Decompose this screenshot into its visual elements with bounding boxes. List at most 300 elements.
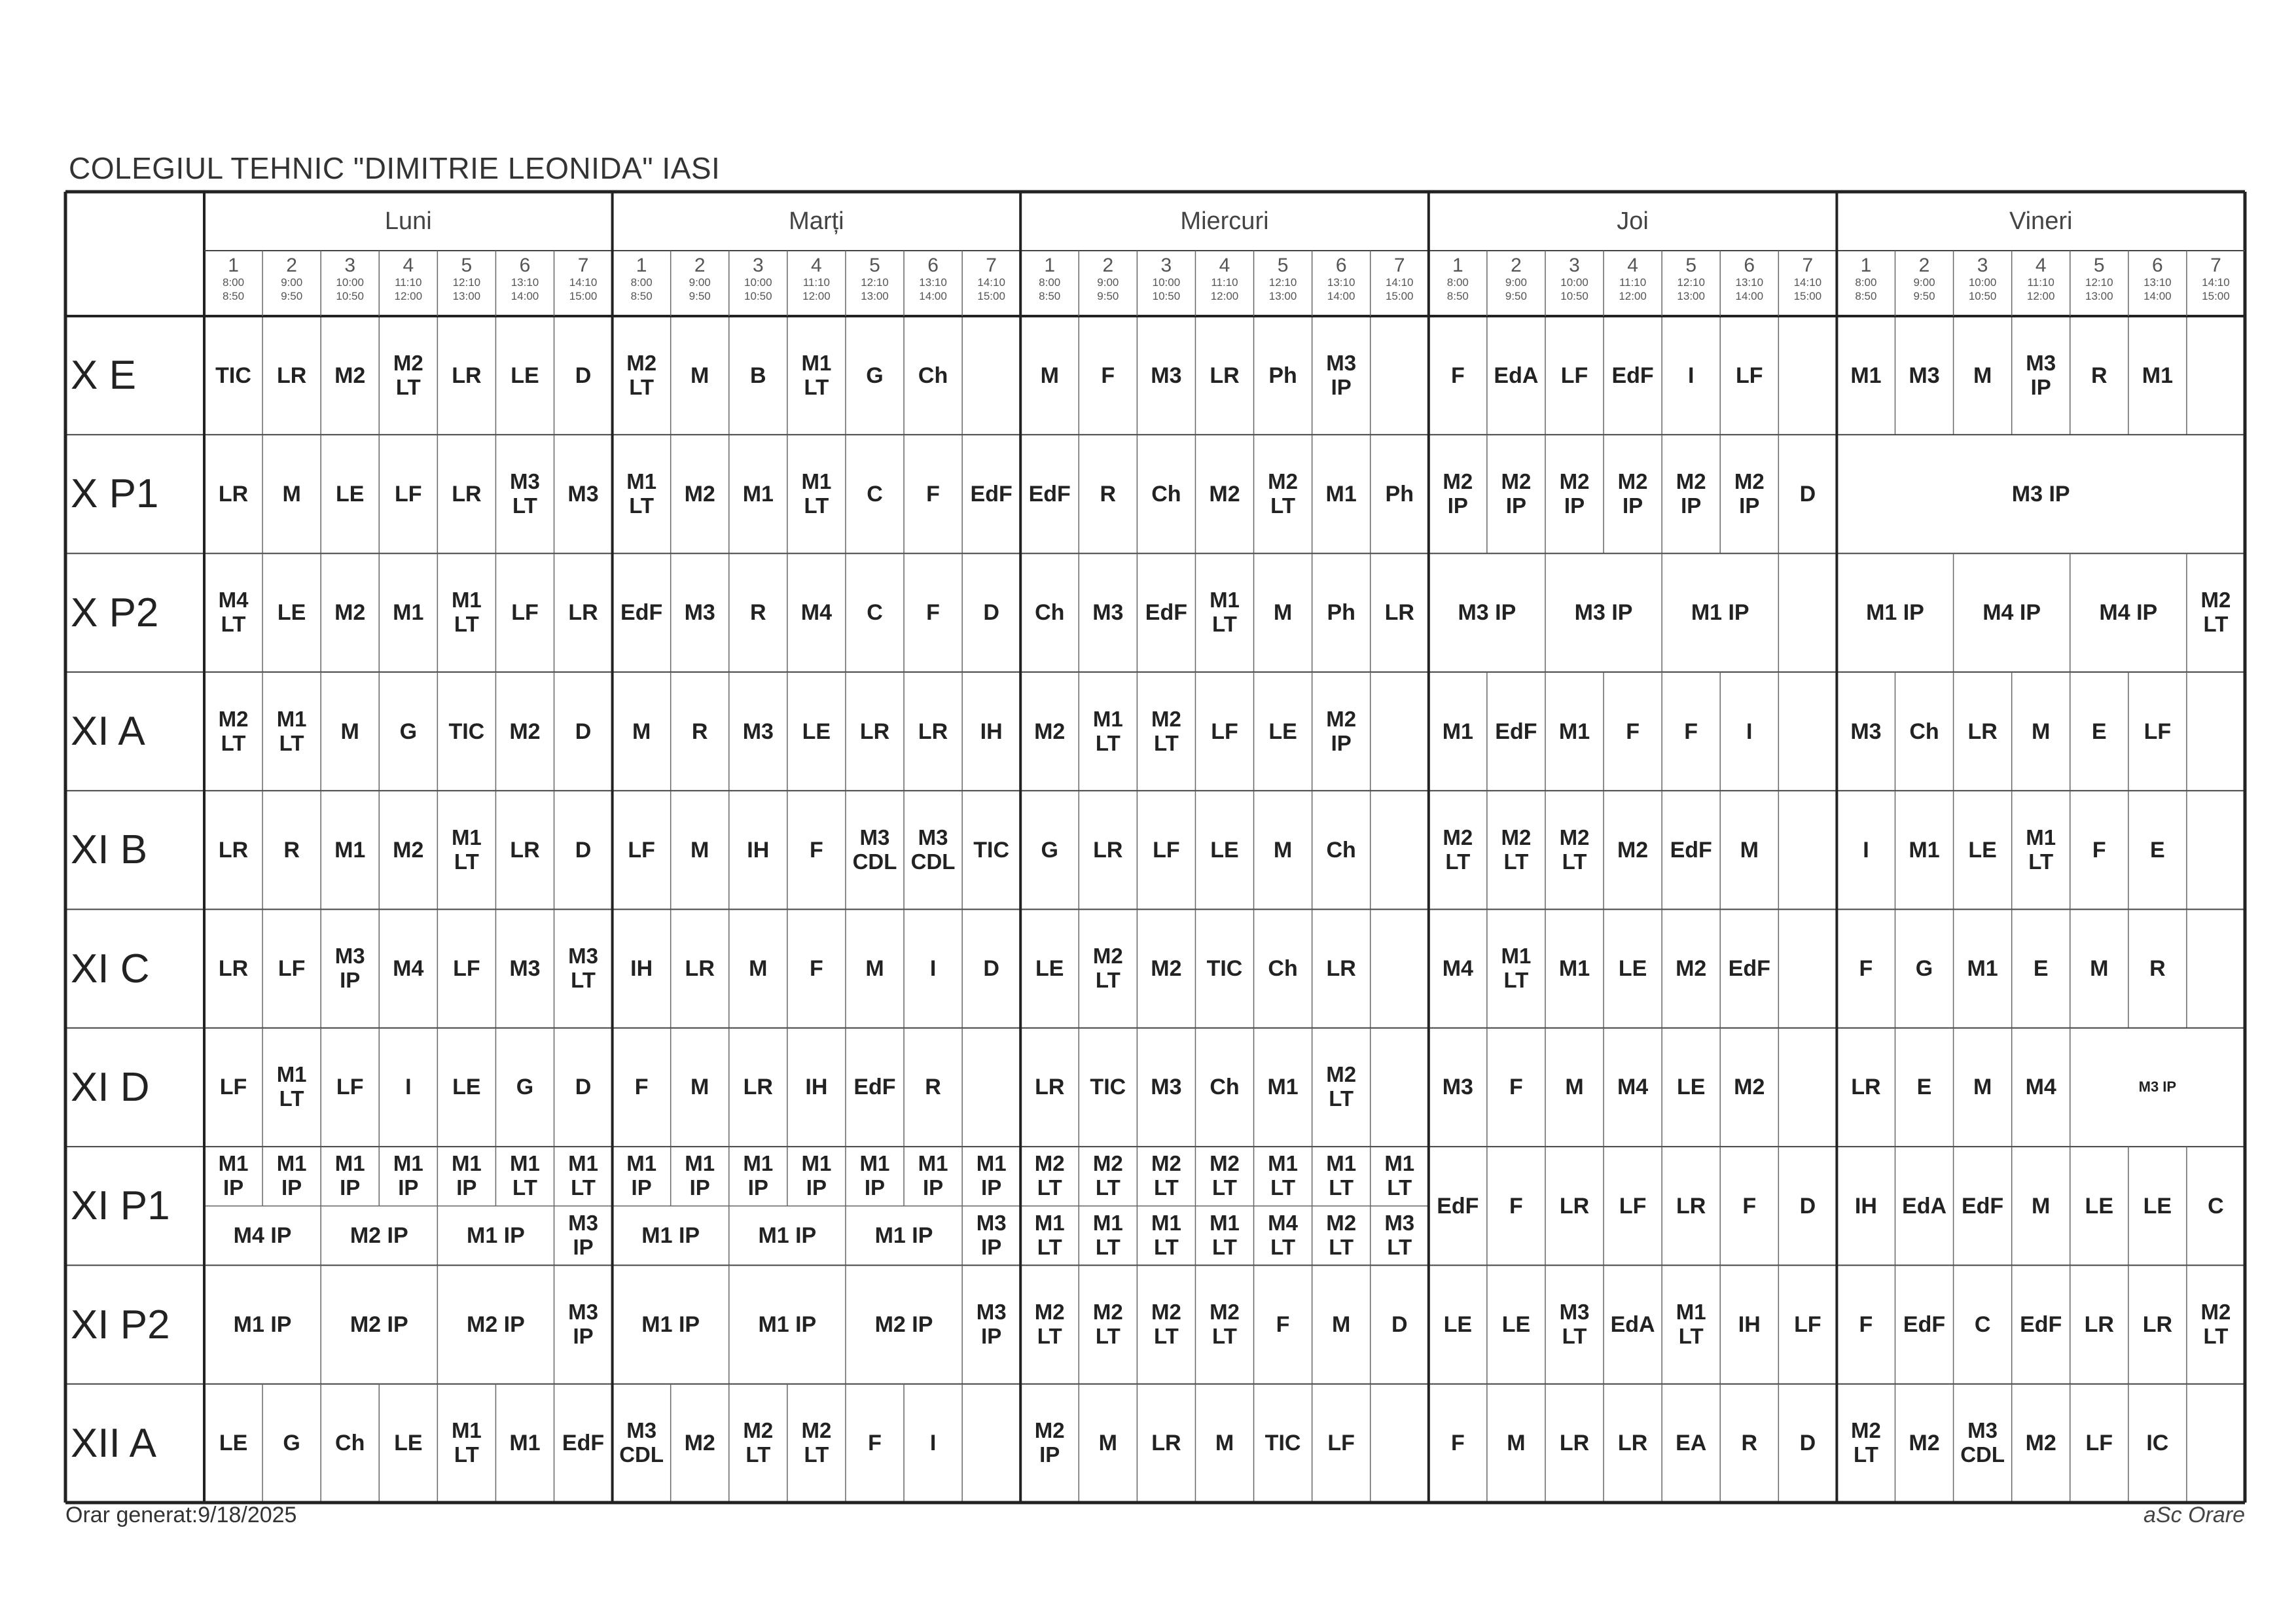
lesson-cell: M — [865, 956, 884, 982]
lesson-cell: F — [1859, 956, 1873, 982]
period-start: 11:10 — [2027, 276, 2054, 289]
lesson-cell: C — [867, 481, 883, 507]
lesson-cell: M — [1098, 1431, 1117, 1456]
lesson-cell: LF — [1735, 363, 1763, 388]
lesson-cell: M — [1740, 837, 1759, 863]
lesson-cell: M — [1973, 1075, 1992, 1100]
period-end: 15:00 — [569, 290, 598, 303]
period-start: 14:10 — [1385, 276, 1414, 289]
lesson-cell: LE — [452, 1075, 481, 1100]
lesson-cell: LR — [1967, 719, 1998, 744]
lesson-cell: M1 — [2142, 363, 2173, 388]
lesson-cell: TIC — [448, 719, 485, 744]
lesson-cell: M2 — [684, 481, 715, 507]
lesson-cell: M2 — [1734, 1075, 1765, 1100]
lesson-cell: M1 IP — [641, 1312, 700, 1337]
lesson-cell: M2 — [2025, 1431, 2056, 1456]
period-header — [2070, 251, 2128, 316]
period-header — [846, 251, 904, 316]
lesson-cell: M2 — [334, 600, 366, 626]
period-start: 12:10 — [1677, 276, 1705, 289]
lesson-cell: M1 IP — [467, 1223, 525, 1249]
lesson-cell: M2 LT — [1268, 469, 1298, 518]
lesson-cell: EdF — [1028, 481, 1071, 507]
lesson-cell — [1778, 672, 1837, 791]
period-number: 5 — [461, 255, 473, 276]
lesson-cell — [1371, 1028, 1429, 1147]
lesson-cell: I — [1687, 363, 1695, 388]
period-start: 11:10 — [395, 276, 422, 289]
period-number: 3 — [1569, 255, 1580, 276]
class-name: XI P2 — [71, 1302, 170, 1347]
lesson-cell: LR — [1093, 837, 1123, 863]
lesson-cell: M3 CDL — [1960, 1418, 2005, 1467]
lesson-cell: M3 IP — [568, 1300, 598, 1349]
lesson-cell — [2187, 791, 2245, 909]
lesson-cell: B — [750, 363, 766, 388]
lesson-cell: M1 IP — [743, 1151, 774, 1200]
period-header — [613, 251, 671, 316]
class-name: X P1 — [71, 471, 159, 517]
lesson-cell: LE — [1968, 837, 1997, 863]
lesson-cell: M — [749, 956, 768, 982]
lesson-cell: M1 — [1909, 837, 1940, 863]
period-end: 8:50 — [1039, 290, 1061, 303]
lesson-cell: LF — [395, 481, 422, 507]
lesson-cell: Ch — [1151, 481, 1181, 507]
period-header — [1778, 251, 1837, 316]
lesson-cell: IH — [630, 956, 653, 982]
lesson-cell: E — [2033, 956, 2049, 982]
period-number: 1 — [1452, 255, 1463, 276]
lesson-cell: M3 — [509, 956, 541, 982]
period-number: 3 — [752, 255, 764, 276]
lesson-cell: M2 IP — [874, 1312, 933, 1337]
lesson-cell: M1 IP — [1691, 600, 1749, 626]
period-start: 9:00 — [1097, 276, 1119, 289]
lesson-cell: M3 LT — [1384, 1211, 1415, 1260]
lesson-cell: IH — [1854, 1193, 1877, 1219]
period-start: 10:00 — [744, 276, 772, 289]
lesson-cell: M — [1215, 1431, 1234, 1456]
class-name: XI A — [71, 709, 145, 755]
lesson-cell: G — [516, 1075, 534, 1100]
lesson-cell: F — [1684, 719, 1698, 744]
period-number: 6 — [519, 255, 531, 276]
lesson-cell: M4 LT — [218, 588, 249, 637]
period-start: 14:10 — [569, 276, 598, 289]
period-start: 9:00 — [689, 276, 711, 289]
lesson-cell: M1 LT — [1384, 1151, 1415, 1200]
lesson-cell: F — [1450, 363, 1465, 388]
period-number: 5 — [1277, 255, 1289, 276]
period-header — [437, 251, 495, 316]
period-start: 12:10 — [861, 276, 889, 289]
lesson-cell: I — [405, 1075, 412, 1100]
period-header — [1137, 251, 1195, 316]
lesson-cell — [1371, 791, 1429, 909]
period-end: 14:00 — [1735, 290, 1764, 303]
lesson-cell — [2187, 910, 2245, 1028]
period-start: 9:00 — [1505, 276, 1527, 289]
lesson-cell: M3 IP — [2026, 350, 2056, 399]
lesson-cell: IH — [1738, 1312, 1761, 1337]
lesson-cell: D — [575, 363, 592, 388]
lesson-cell: M3 — [567, 481, 599, 507]
lesson-cell: F — [634, 1075, 649, 1100]
lesson-cell: M2 LT — [1326, 1211, 1357, 1260]
period-number: 2 — [1511, 255, 1522, 276]
period-end: 9:50 — [689, 290, 711, 303]
period-header — [1487, 251, 1545, 316]
period-number: 6 — [927, 255, 939, 276]
lesson-cell: EdF — [1961, 1193, 2004, 1219]
lesson-cell: M — [1273, 600, 1293, 626]
period-number: 1 — [228, 255, 239, 276]
period-end: 8:50 — [630, 290, 653, 303]
lesson-cell: LR — [1035, 1075, 1065, 1100]
period-header — [321, 251, 379, 316]
lesson-cell: M1 LT — [1034, 1211, 1065, 1260]
lesson-cell: D — [983, 956, 999, 982]
lesson-cell: Ch — [1326, 837, 1356, 863]
lesson-cell: M3 — [1909, 363, 1940, 388]
lesson-cell: M2 — [1676, 956, 1707, 982]
lesson-cell: M2 LT — [1034, 1151, 1065, 1200]
lesson-cell: M1 LT — [1151, 1211, 1181, 1260]
lesson-cell — [962, 1384, 1020, 1503]
lesson-cell: M2 LT — [1151, 1300, 1181, 1349]
lesson-cell: M2 IP — [1676, 469, 1706, 518]
lesson-cell: M1 LT — [1676, 1300, 1706, 1349]
lesson-cell: EA — [1676, 1431, 1707, 1456]
lesson-cell: F — [1509, 1075, 1523, 1100]
period-start: 11:10 — [1619, 276, 1647, 289]
lesson-cell: LE — [2143, 1193, 2172, 1219]
lesson-cell: LR — [2142, 1312, 2173, 1337]
day-header: Vineri — [2009, 207, 2073, 235]
lesson-cell: M2 LT — [393, 350, 423, 399]
lesson-cell: M1 — [393, 600, 424, 626]
lesson-cell: I — [929, 956, 937, 982]
lesson-cell: M3 — [1442, 1075, 1473, 1100]
lesson-cell: R — [691, 719, 708, 744]
lesson-cell: F — [1859, 1312, 1873, 1337]
lesson-cell: LR — [1151, 1431, 1181, 1456]
lesson-cell: EdF — [562, 1431, 605, 1456]
lesson-cell: M3 IP — [2011, 481, 2070, 507]
period-number: 4 — [403, 255, 414, 276]
lesson-cell: IH — [805, 1075, 828, 1100]
lesson-cell: M2 LT — [1851, 1418, 1881, 1467]
lesson-cell: LE — [1035, 956, 1064, 982]
lesson-cell: M3 — [1151, 363, 1182, 388]
day-header: Marți — [789, 207, 844, 235]
lesson-cell: M2 — [509, 719, 541, 744]
lesson-cell: M2 LT — [1092, 1300, 1123, 1349]
lesson-cell: M2 LT — [1151, 706, 1181, 755]
lesson-cell: M1 — [509, 1431, 541, 1456]
lesson-cell: Ch — [335, 1431, 365, 1456]
lesson-cell: M3 IP — [568, 1211, 598, 1260]
lesson-cell: M — [632, 719, 651, 744]
lesson-cell: M1 LT — [451, 825, 482, 874]
lesson-cell: M — [1507, 1431, 1526, 1456]
lesson-cell: M1 LT — [1326, 1151, 1357, 1200]
period-header — [554, 251, 613, 316]
lesson-cell: I — [1863, 837, 1869, 863]
lesson-cell: M3 — [684, 600, 715, 626]
period-header — [1954, 251, 2012, 316]
lesson-cell: M3 LT — [510, 469, 540, 518]
period-header — [1545, 251, 1604, 316]
period-start: 14:10 — [1793, 276, 1822, 289]
period-number: 7 — [577, 255, 589, 276]
period-header — [1254, 251, 1312, 316]
lesson-cell: EdF — [1145, 600, 1187, 626]
lesson-cell: LE — [802, 719, 831, 744]
lesson-cell: M — [1973, 363, 1992, 388]
period-end: 10:50 — [336, 290, 364, 303]
period-number: 2 — [694, 255, 706, 276]
lesson-cell: M1 LT — [1268, 1151, 1298, 1200]
lesson-cell: LR — [1210, 363, 1240, 388]
lesson-cell: M1 IP — [1866, 600, 1924, 626]
period-end: 12:00 — [802, 290, 831, 303]
period-number: 2 — [286, 255, 297, 276]
lesson-cell: EdF — [1728, 956, 1770, 982]
lesson-cell: M2 LT — [1501, 825, 1532, 874]
lesson-cell: E — [2091, 719, 2107, 744]
school-title: COLEGIUL TEHNIC "DIMITRIE LEONIDA" IASI — [69, 151, 721, 185]
period-start: 8:00 — [222, 276, 245, 289]
period-start: 13:10 — [511, 276, 539, 289]
lesson-cell: Ch — [1268, 956, 1298, 982]
lesson-cell: M1 IP — [334, 1151, 365, 1200]
lesson-cell — [1778, 791, 1837, 909]
period-number: 6 — [2152, 255, 2163, 276]
lesson-cell: M1 IP — [626, 1151, 657, 1200]
period-end: 14:00 — [2144, 290, 2172, 303]
period-start: 13:10 — [1327, 276, 1355, 289]
lesson-cell: M4 — [800, 600, 832, 626]
lesson-cell: M3 CDL — [619, 1418, 664, 1467]
lesson-cell: M3 IP — [1574, 600, 1633, 626]
lesson-cell: LR — [452, 363, 482, 388]
period-end: 9:50 — [1505, 290, 1527, 303]
class-name: X P2 — [71, 590, 159, 635]
lesson-cell: M1 — [1850, 363, 1882, 388]
lesson-cell: R — [925, 1075, 941, 1100]
lesson-cell: F — [1450, 1431, 1465, 1456]
lesson-cell — [2187, 316, 2245, 435]
lesson-cell: EdF — [1437, 1193, 1479, 1219]
lesson-cell: LF — [336, 1075, 364, 1100]
lesson-cell: M1 IP — [393, 1151, 423, 1200]
lesson-cell: M1 IP — [801, 1151, 832, 1200]
lesson-cell: LR — [218, 837, 249, 863]
lesson-cell: F — [1626, 719, 1640, 744]
period-start: 13:10 — [1735, 276, 1764, 289]
lesson-cell: M1 LT — [626, 469, 657, 518]
lesson-cell: Ch — [1035, 600, 1065, 626]
lesson-cell: LE — [1210, 837, 1239, 863]
lesson-cell: M1 IP — [758, 1312, 817, 1337]
lesson-cell: M4 IP — [233, 1223, 292, 1249]
period-end: 10:50 — [1560, 290, 1588, 303]
lesson-cell: LF — [511, 600, 539, 626]
period-end: 10:50 — [1968, 290, 1997, 303]
class-name: XI C — [71, 946, 150, 991]
period-header — [1371, 251, 1429, 316]
lesson-cell: D — [1799, 1431, 1816, 1456]
lesson-cell: M3 IP — [976, 1300, 1007, 1349]
lesson-cell: I — [929, 1431, 937, 1456]
lesson-cell — [1778, 1028, 1837, 1147]
period-header — [904, 251, 962, 316]
period-number: 1 — [636, 255, 647, 276]
lesson-cell: LF — [278, 956, 306, 982]
period-end: 15:00 — [1793, 290, 1822, 303]
period-end: 12:00 — [2026, 290, 2055, 303]
lesson-cell: Ph — [1327, 600, 1355, 626]
lesson-cell: Ch — [1210, 1075, 1240, 1100]
generated-date: Orar generat:9/18/2025 — [65, 1503, 297, 1527]
lesson-cell: M — [1273, 837, 1293, 863]
lesson-cell: M1 IP — [874, 1223, 933, 1249]
lesson-cell: R — [750, 600, 766, 626]
lesson-cell: M — [691, 1075, 709, 1100]
lesson-cell: M2 — [1034, 719, 1066, 744]
period-number: 6 — [1744, 255, 1755, 276]
lesson-cell: M — [1332, 1312, 1351, 1337]
lesson-cell: F — [926, 481, 940, 507]
lesson-cell: LE — [1676, 1075, 1706, 1100]
lesson-cell: M4 LT — [1268, 1211, 1298, 1260]
period-number: 7 — [2210, 255, 2221, 276]
lesson-cell: F — [1276, 1312, 1290, 1337]
lesson-cell: M2 LT — [1559, 825, 1590, 874]
lesson-cell: EdA — [1494, 363, 1539, 388]
period-header — [1837, 251, 1895, 316]
lesson-cell: TIC — [1090, 1075, 1126, 1100]
lesson-cell: M1 IP — [233, 1312, 292, 1337]
lesson-cell: M1 — [1558, 719, 1590, 744]
period-end: 13:00 — [861, 290, 889, 303]
lesson-cell: LR — [1326, 956, 1356, 982]
period-number: 7 — [1393, 255, 1405, 276]
lesson-cell: Ph — [1268, 363, 1297, 388]
lesson-cell: M4 — [1617, 1075, 1649, 1100]
lesson-cell: M2 LT — [1210, 1151, 1240, 1200]
period-start: 8:00 — [1855, 276, 1877, 289]
lesson-cell: LF — [1153, 837, 1180, 863]
lesson-cell: M1 LT — [451, 588, 482, 637]
lesson-cell: M — [1040, 363, 1059, 388]
lesson-cell: M2 IP — [1734, 469, 1765, 518]
period-header — [1720, 251, 1778, 316]
period-start: 10:00 — [1968, 276, 1997, 289]
lesson-cell: M2 IP — [1443, 469, 1473, 518]
period-number: 5 — [869, 255, 880, 276]
period-header — [2187, 251, 2245, 316]
lesson-cell: M — [340, 719, 359, 744]
period-header — [379, 251, 437, 316]
lesson-cell: M1 LT — [1501, 944, 1532, 993]
lesson-cell: M3 LT — [1559, 1300, 1590, 1349]
period-start: 13:10 — [919, 276, 947, 289]
lesson-cell: M1 IP — [859, 1151, 890, 1200]
lesson-cell — [1371, 910, 1429, 1028]
lesson-cell: F — [809, 837, 823, 863]
lesson-cell: LR — [1559, 1431, 1590, 1456]
period-end: 13:00 — [1268, 290, 1297, 303]
lesson-cell: M3 IP — [2138, 1079, 2177, 1096]
period-start: 8:00 — [630, 276, 653, 289]
lesson-cell: LR — [1851, 1075, 1881, 1100]
period-number: 5 — [1685, 255, 1697, 276]
lesson-cell: M2 — [334, 363, 366, 388]
lesson-cell: F — [809, 956, 823, 982]
lesson-cell: EdF — [853, 1075, 896, 1100]
lesson-cell: EdF — [1611, 363, 1654, 388]
lesson-cell: M3 CDL — [852, 825, 897, 874]
lesson-cell: M2 LT — [1092, 1151, 1123, 1200]
lesson-cell: IH — [980, 719, 1003, 744]
lesson-cell: R — [283, 837, 300, 863]
lesson-cell: D — [1799, 1193, 1816, 1219]
lesson-cell: M — [2032, 1193, 2051, 1219]
lesson-cell: EdF — [1903, 1312, 1946, 1337]
lesson-cell: M1 — [1442, 719, 1473, 744]
lesson-cell: G — [399, 719, 418, 744]
lesson-cell: M1 — [334, 837, 366, 863]
period-header — [204, 251, 262, 316]
lesson-cell: M1 IP — [451, 1151, 482, 1200]
lesson-cell: LR — [859, 719, 890, 744]
lesson-cell: EdF — [1670, 837, 1712, 863]
lesson-cell: M2 LT — [1443, 825, 1473, 874]
lesson-cell: M1 LT — [276, 706, 307, 755]
period-number: 3 — [1977, 255, 1988, 276]
lesson-cell: M3 IP — [1458, 600, 1516, 626]
lesson-cell: IH — [747, 837, 770, 863]
period-end: 8:50 — [1446, 290, 1469, 303]
lesson-cell: M1 IP — [218, 1151, 249, 1200]
lesson-cell: LR — [276, 363, 307, 388]
lesson-cell: LR — [685, 956, 715, 982]
lesson-cell — [2187, 672, 2245, 791]
lesson-cell: LR — [510, 837, 540, 863]
lesson-cell: M4 — [1442, 956, 1473, 982]
lesson-cell: LR — [1384, 600, 1414, 626]
lesson-cell: M1 LT — [276, 1062, 307, 1111]
lesson-cell: M — [691, 837, 709, 863]
lesson-cell: M — [2032, 719, 2051, 744]
lesson-cell: TIC — [215, 363, 251, 388]
lesson-cell: LF — [219, 1075, 247, 1100]
period-end: 12:00 — [1619, 290, 1647, 303]
lesson-cell: M2 LT — [2200, 588, 2231, 637]
lesson-cell — [1371, 672, 1429, 791]
period-header — [1604, 251, 1662, 316]
period-end: 12:00 — [394, 290, 423, 303]
lesson-cell: M3 CDL — [910, 825, 956, 874]
class-name: XI P1 — [71, 1183, 170, 1229]
period-header — [1895, 251, 1953, 316]
lesson-cell: M1 LT — [1210, 588, 1240, 637]
lesson-cell: M1 LT — [1092, 706, 1123, 755]
